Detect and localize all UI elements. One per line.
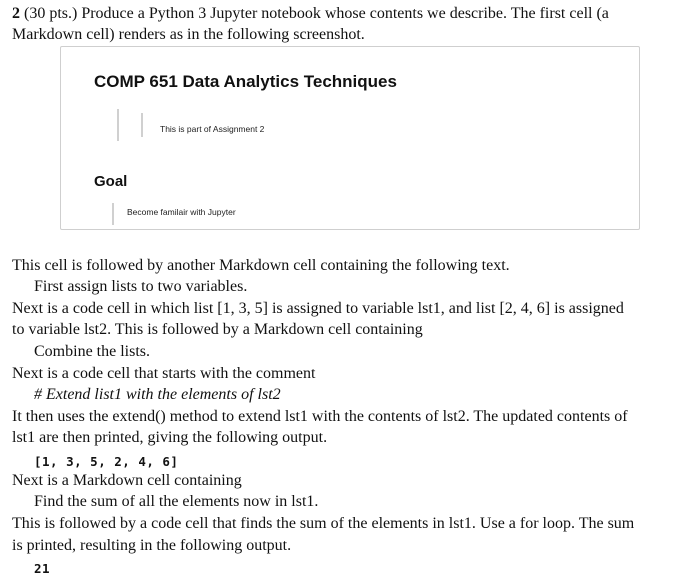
body-line: Next is a code cell in which list [1, 3, 5] is assigned to variable lst1, and list [2, 4, 6] is assigned [12, 300, 624, 317]
body-line: This is followed by a code cell that finds the sum of the elements in lst1. Use a for loop. The sum [12, 515, 635, 532]
code-comment-line: # Extend list1 with the elements of lst2 [34, 386, 281, 403]
body-line: lst1 are then printed, giving the following output. [12, 429, 328, 446]
question-intro: (30 pts.) Produce a Python 3 Jupyter notebook whose contents we describe. The first cell (a [20, 5, 609, 22]
screenshot-quote-2: Become familair with Jupyter [127, 207, 236, 217]
screenshot-subheading: Goal [94, 173, 128, 190]
body-line: Next is a code cell that starts with the comment [12, 365, 316, 382]
markdown-text-line: Combine the lists. [34, 343, 150, 360]
question-line-2: Markdown cell) renders as in the following screenshot. [12, 26, 365, 43]
question-line-1 [12, 3, 609, 25]
body-line: to variable lst2. This is followed by a Markdown cell containing [12, 321, 423, 338]
blockquote-bar-inner [141, 113, 143, 137]
body-line: This cell is followed by another Markdown cell containing the following text. [12, 257, 510, 274]
code-output: [1, 3, 5, 2, 4, 6] [34, 454, 179, 469]
markdown-text-line: First assign lists to two variables. [34, 278, 248, 295]
body-line: It then uses the extend() method to extend lst1 with the contents of lst2. The updated contents of [12, 408, 628, 425]
body-line: is printed, resulting in the following output. [12, 537, 292, 554]
markdown-text-line: Find the sum of all the elements now in lst1. [34, 493, 319, 510]
blockquote-bar [112, 203, 114, 225]
code-output: 21 [34, 561, 51, 576]
screenshot-heading: COMP 651 Data Analytics Techniques [94, 72, 397, 91]
body-line: Next is a Markdown cell containing [12, 472, 242, 489]
blockquote-bar-outer [117, 109, 119, 141]
screenshot-quote-1: This is part of Assignment 2 [160, 124, 265, 134]
markdown-screenshot [60, 46, 640, 230]
question-number: 2 [12, 5, 20, 22]
